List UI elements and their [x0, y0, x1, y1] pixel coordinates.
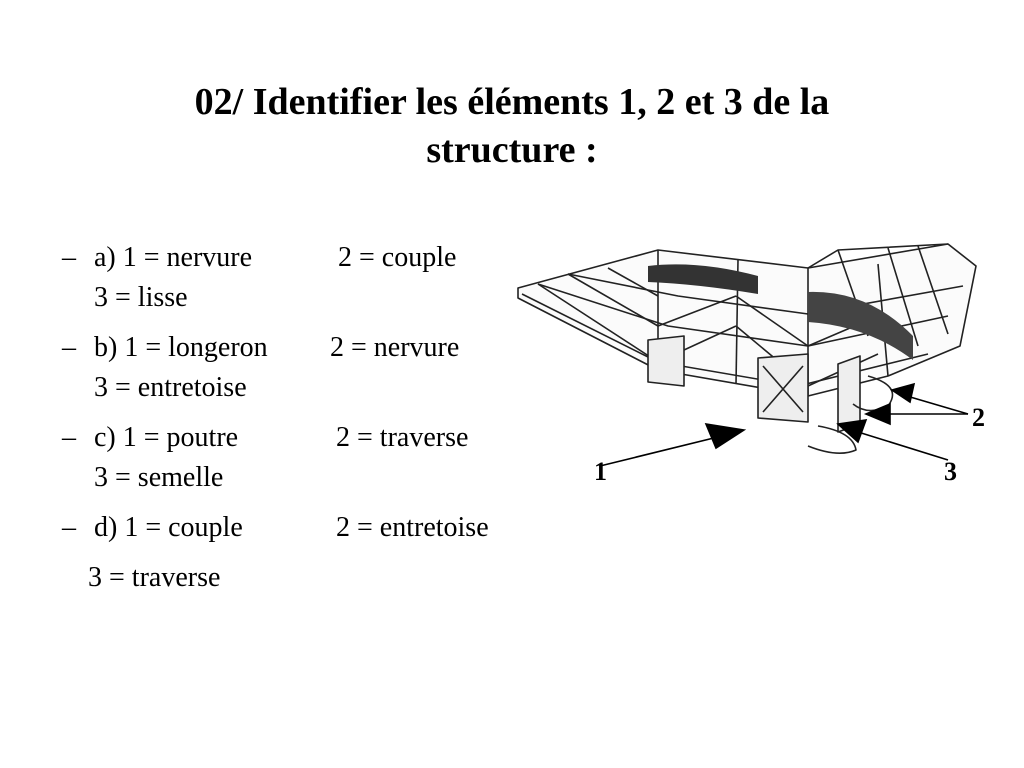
- option-d-part-2: 2 = entretoise: [336, 512, 489, 543]
- wing-structure-diagram: [508, 236, 985, 486]
- bullet-dash: –: [62, 422, 76, 453]
- option-a-part-3: 3 = lisse: [94, 282, 188, 313]
- label-2: 2: [972, 403, 985, 432]
- label-3: 3: [944, 457, 957, 486]
- option-d-part-3: 3 = traverse: [88, 562, 221, 593]
- bullet-dash: –: [62, 512, 76, 543]
- title-line-1: 02/ Identifier les éléments 1, 2 et 3 de la: [194, 81, 830, 123]
- label-1: 1: [594, 457, 607, 486]
- option-c-part-3: 3 = semelle: [94, 462, 224, 493]
- title-line-2: structure :: [426, 129, 598, 171]
- option-b-part-2: 2 = nervure: [330, 332, 460, 363]
- option-a-part-1: a) 1 = nervure: [94, 242, 253, 273]
- option-b-part-1: b) 1 = longeron: [94, 332, 268, 363]
- option-d-part-1: d) 1 = couple: [94, 512, 243, 543]
- option-c-part-1: c) 1 = poutre: [94, 422, 239, 453]
- bullet-dash: –: [62, 332, 76, 363]
- bullet-dash: –: [62, 242, 76, 273]
- option-c-part-2: 2 = traverse: [336, 422, 469, 453]
- option-b-part-3: 3 = entretoise: [94, 372, 247, 403]
- page-title: [140, 78, 884, 174]
- option-a-part-2: 2 = couple: [338, 242, 457, 273]
